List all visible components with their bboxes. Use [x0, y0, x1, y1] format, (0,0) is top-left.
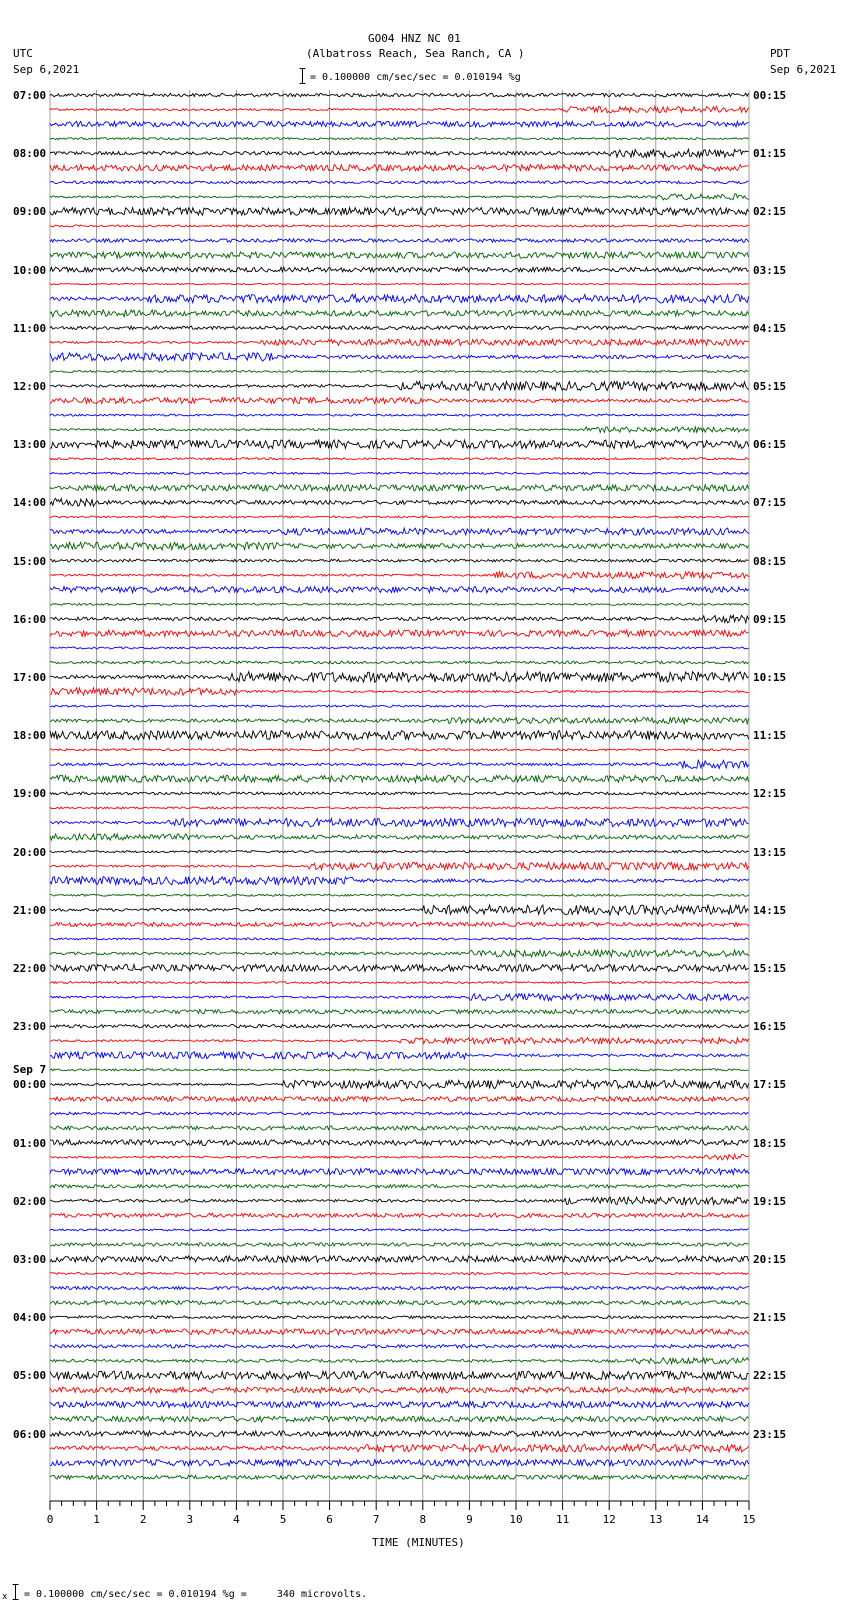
left-time-label: 11:00 — [13, 321, 47, 335]
trace-92 — [50, 1431, 749, 1437]
trace-17 — [50, 339, 749, 345]
trace-56 — [50, 905, 749, 915]
trace-63 — [50, 1010, 749, 1014]
trace-71 — [50, 1126, 749, 1130]
trace-32 — [50, 559, 749, 562]
trace-52 — [50, 851, 749, 853]
scale-bar-icon — [299, 68, 306, 84]
x-tick-label: 12 — [602, 1513, 616, 1526]
trace-3 — [50, 138, 749, 140]
x-tick-label: 14 — [695, 1513, 710, 1526]
trace-5 — [50, 165, 749, 171]
right-time-label: 15:15 — [753, 962, 787, 975]
trace-45 — [50, 749, 749, 751]
right-time-label: 13:15 — [753, 845, 787, 859]
x-tick-label: 6 — [326, 1513, 333, 1526]
trace-13 — [50, 283, 749, 284]
trace-33 — [50, 572, 749, 579]
left-time-label: 15:00 — [13, 554, 47, 568]
left-time-label: 12:00 — [13, 380, 47, 393]
trace-82 — [50, 1286, 749, 1290]
trace-0 — [50, 93, 749, 96]
trace-29 — [50, 516, 749, 518]
right-time-label: 02:15 — [753, 205, 787, 219]
trace-36 — [50, 615, 749, 623]
right-time-label: 06:15 — [753, 438, 787, 452]
left-time-label: 03:00 — [13, 1253, 47, 1266]
trace-75 — [50, 1185, 749, 1188]
left-time-label: 01:00 — [13, 1136, 47, 1150]
trace-40 — [50, 672, 749, 682]
trace-66 — [50, 1052, 749, 1059]
trace-55 — [50, 894, 749, 896]
x-tick-label: 8 — [419, 1513, 427, 1526]
footer-prefix: x — [2, 1592, 8, 1602]
trace-27 — [50, 485, 749, 491]
trace-12 — [50, 267, 749, 272]
left-time-label: 23:00 — [13, 1020, 47, 1034]
left-time-label: 16:00 — [13, 612, 47, 626]
left-time-label: 20:00 — [13, 845, 47, 859]
trace-76 — [50, 1197, 749, 1204]
left-time-label: 07:00 — [13, 89, 47, 102]
trace-87 — [50, 1358, 749, 1364]
left-time-label: 02:00 — [13, 1194, 47, 1208]
trace-47 — [50, 775, 749, 782]
trace-77 — [50, 1213, 749, 1217]
right-time-label: 21:15 — [753, 1311, 787, 1325]
trace-50 — [50, 818, 749, 826]
right-time-label: 05:15 — [753, 380, 787, 393]
time-axis — [47, 1501, 756, 1526]
trace-61 — [50, 982, 749, 984]
left-time-label: 09:00 — [13, 205, 47, 219]
trace-20 — [50, 381, 749, 390]
x-tick-label: 15 — [742, 1513, 756, 1526]
left-timezone: UTC — [13, 47, 33, 60]
trace-11 — [50, 252, 749, 258]
trace-78 — [50, 1229, 749, 1231]
trace-54 — [50, 877, 749, 885]
trace-38 — [50, 647, 749, 649]
right-time-label: 19:15 — [753, 1194, 787, 1208]
trace-83 — [50, 1301, 749, 1305]
left-time-label: 21:00 — [13, 903, 47, 917]
trace-9 — [50, 225, 749, 227]
footer-scale-bar-icon — [12, 1584, 19, 1600]
trace-21 — [50, 397, 749, 403]
trace-86 — [50, 1345, 749, 1348]
trace-28 — [50, 498, 749, 506]
trace-51 — [50, 834, 749, 840]
trace-22 — [50, 414, 749, 416]
right-time-label: 04:15 — [753, 321, 787, 335]
x-tick-label: 11 — [555, 1513, 570, 1526]
trace-6 — [50, 181, 749, 184]
trace-16 — [50, 326, 749, 330]
right-time-label: 20:15 — [753, 1253, 787, 1266]
right-time-label: 09:15 — [753, 612, 787, 626]
date-change-label: Sep 7 — [13, 1063, 47, 1077]
right-time-label: 11:15 — [753, 729, 787, 743]
trace-26 — [50, 472, 749, 474]
left-time-label: 05:00 — [13, 1369, 47, 1383]
left-time-label: 04:00 — [13, 1311, 47, 1325]
trace-69 — [50, 1097, 749, 1102]
right-time-label: 23:15 — [753, 1427, 787, 1441]
trace-2 — [50, 121, 749, 127]
x-tick-label: 1 — [93, 1513, 100, 1526]
x-tick-label: 4 — [233, 1513, 240, 1526]
trace-80 — [50, 1256, 749, 1262]
trace-79 — [50, 1243, 749, 1247]
trace-41 — [50, 688, 749, 696]
trace-30 — [50, 528, 749, 535]
trace-34 — [50, 587, 749, 593]
trace-35 — [50, 603, 749, 605]
left-time-label: 18:00 — [13, 729, 47, 743]
right-time-label: 22:15 — [753, 1369, 787, 1383]
x-tick-label: 7 — [372, 1513, 380, 1526]
right-timezone: PDT — [770, 47, 790, 60]
trace-18 — [50, 353, 749, 361]
trace-43 — [50, 718, 749, 724]
trace-42 — [50, 705, 749, 707]
trace-73 — [50, 1154, 749, 1159]
trace-14 — [50, 295, 749, 303]
right-time-label: 01:15 — [753, 147, 787, 161]
right-time-label: 17:15 — [753, 1078, 787, 1092]
x-tick-label: 9 — [466, 1513, 473, 1526]
x-axis-label: TIME (MINUTES) — [372, 1536, 465, 1549]
scale-text: = 0.100000 cm/sec/sec = 0.010194 %g — [310, 72, 521, 83]
trace-60 — [50, 965, 749, 972]
x-tick-label: 0 — [46, 1513, 54, 1526]
x-tick-label: 2 — [139, 1513, 147, 1526]
trace-90 — [50, 1401, 749, 1407]
left-date: Sep 6,2021 — [13, 63, 80, 76]
station-location: (Albatross Reach, Sea Ranch, CA ) — [306, 47, 525, 60]
trace-62 — [50, 994, 749, 1001]
left-time-label: 13:00 — [13, 438, 47, 452]
trace-37 — [50, 630, 749, 636]
trace-88 — [50, 1371, 749, 1379]
trace-4 — [50, 149, 749, 157]
trace-93 — [50, 1444, 749, 1452]
x-tick-label: 13 — [649, 1513, 663, 1526]
trace-91 — [50, 1416, 749, 1422]
left-time-label: 00:00 — [13, 1078, 47, 1092]
trace-64 — [50, 1024, 749, 1027]
trace-70 — [50, 1112, 749, 1115]
right-time-label: 07:15 — [753, 496, 787, 510]
right-time-label: 18:15 — [753, 1136, 787, 1150]
trace-48 — [50, 792, 749, 795]
trace-72 — [50, 1140, 749, 1146]
trace-46 — [50, 760, 749, 768]
trace-25 — [50, 458, 749, 460]
left-time-label: 06:00 — [13, 1427, 47, 1441]
trace-59 — [50, 950, 749, 957]
right-time-label: 03:15 — [753, 263, 787, 277]
left-time-label: 17:00 — [13, 671, 47, 684]
seismogram-traces — [50, 93, 749, 1479]
trace-1 — [50, 106, 749, 112]
left-time-label: 14:00 — [13, 496, 47, 510]
left-time-label: 19:00 — [13, 787, 47, 801]
right-date: Sep 6,2021 — [770, 63, 837, 76]
right-time-label: 10:15 — [753, 671, 787, 684]
trace-44 — [50, 731, 749, 740]
x-tick-label: 5 — [279, 1513, 287, 1526]
footer-scale-text: = 0.100000 cm/sec/sec = 0.010194 %g = 340 microvolts. — [24, 1589, 368, 1600]
trace-84 — [50, 1316, 749, 1319]
left-time-label: 10:00 — [13, 263, 47, 277]
trace-95 — [50, 1475, 749, 1479]
trace-8 — [50, 208, 749, 216]
station-title: GO04 HNZ NC 01 — [368, 32, 461, 45]
right-time-label: 14:15 — [753, 903, 787, 917]
left-time-label: 22:00 — [13, 962, 47, 975]
right-time-label: 00:15 — [753, 89, 787, 102]
x-tick-label: 3 — [186, 1513, 194, 1526]
trace-10 — [50, 239, 749, 243]
trace-24 — [50, 440, 749, 448]
right-time-label: 16:15 — [753, 1020, 787, 1034]
trace-57 — [50, 922, 749, 926]
right-time-label: 12:15 — [753, 787, 787, 801]
trace-65 — [50, 1038, 749, 1044]
trace-53 — [50, 862, 749, 870]
trace-81 — [50, 1273, 749, 1275]
trace-19 — [50, 370, 749, 372]
left-time-label: 08:00 — [13, 147, 47, 161]
right-time-label: 08:15 — [753, 554, 787, 568]
x-tick-label: 10 — [509, 1513, 523, 1526]
minute-gridlines — [50, 90, 749, 1501]
trace-68 — [50, 1080, 749, 1088]
trace-7 — [50, 194, 749, 200]
trace-85 — [50, 1329, 749, 1335]
trace-74 — [50, 1169, 749, 1175]
trace-31 — [50, 542, 749, 550]
trace-15 — [50, 310, 749, 317]
trace-49 — [50, 807, 749, 809]
trace-89 — [50, 1387, 749, 1393]
trace-39 — [50, 661, 749, 664]
trace-67 — [50, 1069, 749, 1071]
trace-23 — [50, 427, 749, 433]
trace-58 — [50, 938, 749, 940]
trace-94 — [50, 1460, 749, 1466]
